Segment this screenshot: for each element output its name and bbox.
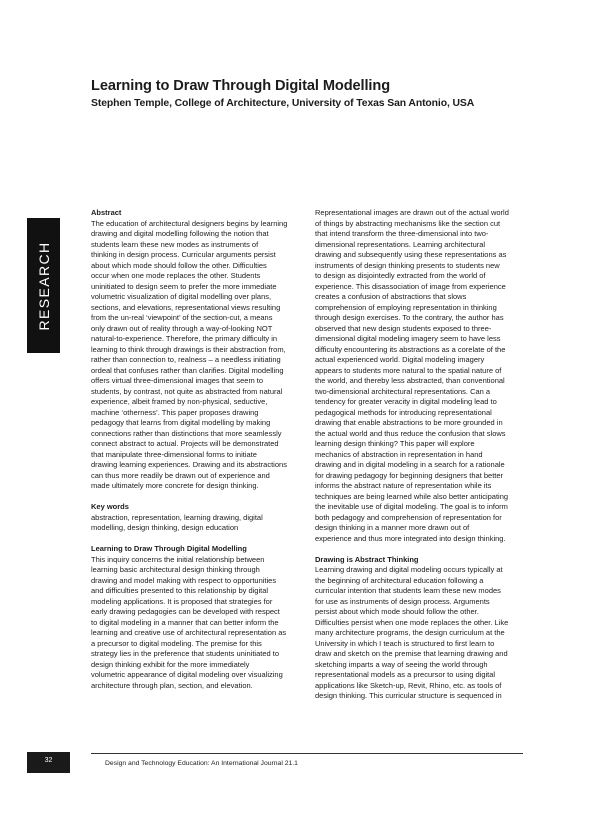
text-line: pedagogical methods for introducing representational: [315, 407, 492, 417]
text-line: experience. This disassociation of image from experience: [315, 281, 506, 291]
text-line: learning and creative use of architectural representation as: [91, 628, 287, 637]
abstract-heading: Abstract: [91, 208, 122, 217]
text-line: This inquiry concerns the initial relationship between: [91, 554, 265, 564]
text-line: uninitiated to design seem to prefer the more immediate: [91, 281, 277, 291]
section-body-learning: [91, 555, 305, 692]
text-line: from the un-real ‘viewpoint’ of the section-cut, a means: [91, 313, 273, 322]
text-line: techniques are being learned while also better anticipating: [315, 491, 509, 501]
section-tab: [27, 218, 60, 353]
text-line: drawing that enable abstractions to be more grounded in: [315, 418, 503, 427]
section-tab-label: RESEARCH: [35, 241, 52, 330]
text-line: students learn these new modes as instruments of: [91, 239, 259, 249]
text-line: design thinking in a manner more drawn out of: [315, 523, 470, 532]
abstract-body: [91, 219, 305, 492]
text-line: instruments of design thinking presents to students new: [315, 260, 500, 270]
text-line: pedagogy that learns from digital modelling by making: [91, 418, 271, 427]
text-line: volumetric appearance of digital modeling over visualizing: [91, 670, 283, 679]
intro-body: [315, 208, 527, 544]
text-line: made ultimately more concrete for design thinking.: [91, 481, 259, 490]
right-column: [315, 208, 527, 702]
text-line: for use as instruments of design process. Arguments: [315, 596, 490, 606]
text-line: that manipulate three-dimensional forms to initiate: [91, 449, 257, 459]
text-line: drawing and in digital modeling in a search for a rationale: [315, 460, 505, 469]
text-line: the beginning of architectural education following a: [315, 575, 484, 585]
text-line: students, by contrast, not quite as abstracted from natural: [91, 386, 283, 396]
text-line: to design as disjointedly extracted from the world of: [315, 271, 486, 280]
text-line: mechanics of abstraction in representation in hand: [315, 449, 483, 459]
text-line: that intend transform the three-dimensional into two-: [315, 229, 489, 238]
text-line: occur when one mode replaces the other. Students: [91, 271, 261, 280]
text-line: natural-to-experience. Therefore, the primary difficulty in: [91, 334, 278, 343]
text-line: through design exercises. To the contrary, the author has: [315, 313, 504, 322]
text-line: modelling, design thinking, design education: [91, 523, 239, 532]
paper-authors: Stephen Temple, College of Architecture, University of Texas San Antonio, USA: [91, 98, 475, 109]
text-line: strategy lies in the preference that students uninitiated to: [91, 649, 280, 658]
text-line: learning design thinking? This paper will explore: [315, 439, 475, 448]
keywords-body: [91, 513, 305, 534]
text-line: thinking in design process. Curricular arguments persist: [91, 250, 276, 259]
text-line: tendency for greater veracity in digital modeling lead to: [315, 397, 497, 406]
text-line: comprehension of employing representation in thinking: [315, 302, 497, 312]
text-line: modeling applications. It is proposed that strategies for: [91, 596, 273, 606]
keywords-heading: Key words: [91, 502, 129, 511]
page-number-box: [27, 752, 70, 773]
text-line: drawing learning experiences. Drawing and its abstractions: [91, 460, 287, 469]
text-line: The education of architectural designers begins by learning: [91, 218, 288, 228]
text-line: architecture through plan, section, and elevation.: [91, 680, 253, 690]
text-line: drawing and model making with respect to opportunities: [91, 575, 277, 585]
section-body-drawing: [315, 565, 527, 702]
text-line: drawing and subsequently using these representations as: [315, 250, 507, 259]
text-line: ordeal that confuses rather than clarifies. Digital modelling: [91, 365, 284, 375]
text-line: to digital modeling in a manner that can better inform the: [91, 617, 279, 627]
section-heading-drawing: Drawing is Abstract Thinking: [315, 554, 419, 564]
text-line: learning to think through drawings is their abstraction from,: [91, 344, 286, 354]
left-column: [91, 208, 305, 691]
text-line: for drawing pedagogy for beginning designers that better: [315, 470, 504, 480]
text-line: Learning drawing and digital modeling occurs typically at: [315, 565, 503, 574]
text-line: the world, and thereby less abstracted, than conventional: [315, 376, 505, 385]
text-line: University in which I teach is structured to first learn to: [315, 638, 495, 648]
text-line: volumetric visualization of digital modelling over plans,: [91, 292, 272, 301]
text-line: of things by abstracting mechanisms like the section cut: [315, 218, 501, 228]
text-line: machine ‘otherness’. This paper proposes drawing: [91, 407, 259, 417]
text-line: dimensional digital modeling imagery seem to have less: [315, 334, 501, 343]
text-line: about which mode should follow the other. Difficulties: [91, 260, 267, 270]
text-line: offers virtual three-dimensional images that seem to: [91, 376, 264, 385]
section-heading-learning: Learning to Draw Through Digital Modelling: [91, 544, 247, 553]
journal-name: Design and Technology Education: An International Journal 21.1: [105, 760, 298, 767]
text-line: abstraction, representation, learning drawing, digital: [91, 512, 263, 522]
text-line: learning basic architectural design thinking through: [91, 565, 260, 574]
text-line: a precursor to digital modeling. The premise for this: [91, 638, 262, 648]
text-line: the actual world and thus reduce the confusion that slows: [315, 428, 506, 438]
text-line: informs the abstract nature of representation while its: [315, 481, 492, 490]
text-line: actual experienced world. Digital modeling imagery: [315, 355, 485, 364]
text-line: can thus more readily be drawn out of experience and: [91, 470, 270, 480]
text-line: only drawn out of reality through a way-of-looking NOT: [91, 323, 273, 333]
text-line: the inevitable use of digital modeling. The goal is to inform: [315, 502, 508, 511]
text-line: curricular intention that students learn these new modes: [315, 586, 501, 595]
text-line: applications like Sketch-up, Revit, Rhino, etc. as tools of: [315, 680, 502, 690]
text-line: two-dimensional architectural representations. Can a: [315, 386, 491, 396]
text-line: early drawing pedagogies can be developed with respect: [91, 607, 280, 616]
text-line: appears to students more natural to the spatial nature of: [315, 365, 502, 375]
text-line: draw and sketch on the premise that learning drawing and: [315, 649, 508, 658]
text-line: sections, and elevations, representational views resulting: [91, 302, 281, 312]
text-line: design thinking. This curricular structure is sequenced in: [315, 691, 502, 700]
paper-title: Learning to Draw Through Digital Modelling: [91, 78, 391, 94]
text-line: persist about which mode should follow the other.: [315, 607, 479, 616]
footer-rule: [91, 753, 523, 754]
text-line: observed that new design students exposed to three-: [315, 323, 492, 333]
text-line: drawing and digital modelling following the notion that: [91, 229, 269, 238]
text-line: connections rather than distinctions that more seamlessly: [91, 428, 282, 438]
text-line: many architecture programs, the design curriculum at the: [315, 628, 505, 637]
text-line: experience and thus more integrated into design thinking.: [315, 533, 506, 543]
text-line: design thinking exhibit for the more immediately: [91, 659, 250, 669]
text-line: experience, albeit framed by non-physical, seductive,: [91, 397, 268, 406]
text-line: sketching imparts a way of seeing the world through: [315, 659, 488, 669]
text-line: representational models as a precursor to using digital: [315, 670, 496, 679]
text-line: Representational images are drawn out of the actual world: [315, 208, 509, 217]
text-line: dimensional representations. Learning architectural: [315, 239, 486, 249]
text-line: rather than connection to, realness – a needless initiating: [91, 355, 281, 364]
text-line: both pedagogy and comprehension of representation for: [315, 512, 502, 522]
text-line: Difficulties persist when one mode replaces the other. Like: [315, 617, 509, 627]
text-line: creates a confusion of abstractions that slows: [315, 292, 467, 301]
text-line: connect abstract to actual. Projects will be demonstrated: [91, 439, 279, 448]
page-number: 32: [44, 757, 53, 764]
text-line: and difficulties presented to this relationship by digital: [91, 586, 269, 595]
text-line: difficulty encountering its abstractions as a corelate of the: [315, 344, 506, 354]
